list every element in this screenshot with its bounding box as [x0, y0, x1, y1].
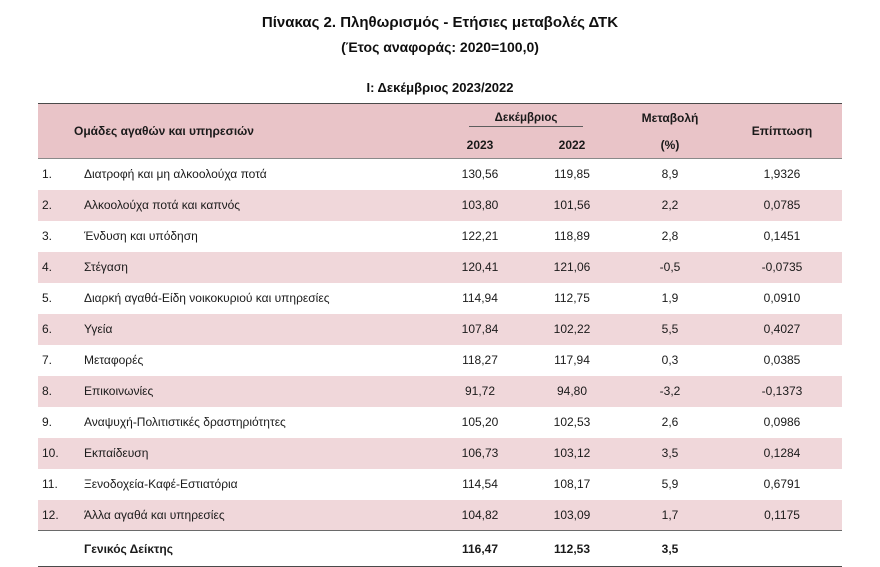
cell-2022: 102,22 — [553, 322, 591, 336]
table-body — [38, 159, 842, 567]
table-total-row — [38, 531, 842, 567]
table-row — [38, 190, 842, 221]
cell-2022: 102,53 — [553, 415, 591, 429]
cell-2023: 104,82 — [461, 507, 499, 522]
cell-group: Αλκοολούχα ποτά και καπνός — [84, 198, 241, 212]
header-impact: Επίπτωση — [722, 104, 842, 159]
cell-impact: 0,1451 — [763, 229, 801, 243]
cell-2022: 119,85 — [554, 167, 590, 182]
cell-2023: 103,80 — [461, 198, 499, 212]
cell-group: Μεταφορές — [84, 353, 144, 367]
header-group: Ομάδες αγαθών και υπηρεσιών — [74, 104, 434, 159]
section-label: Ι: Δεκέμβριος 2023/2022 — [366, 80, 514, 95]
table-row — [38, 283, 842, 314]
cell-2023: 105,20 — [461, 415, 499, 429]
table-row — [38, 376, 842, 407]
total-2023: 116,47 — [461, 541, 499, 556]
cell-number: 7. — [42, 353, 53, 367]
cell-number: 1. — [42, 167, 53, 182]
cell-change: 5,9 — [661, 477, 679, 491]
cell-group: Υγεία — [84, 322, 113, 336]
cell-impact: 0,0385 — [763, 353, 801, 367]
cell-change: 5,5 — [661, 322, 679, 336]
total-impact — [722, 531, 842, 567]
cell-group: Εκπαίδευση — [84, 446, 149, 460]
header-period — [434, 104, 618, 133]
cell-2022: 118,89 — [554, 229, 590, 243]
cell-number: 2. — [42, 198, 53, 212]
cell-impact: 0,0910 — [763, 291, 801, 305]
table-row — [38, 469, 842, 500]
cell-impact: 0,1175 — [764, 507, 800, 522]
cell-number: 10. — [42, 446, 59, 460]
total-number — [38, 531, 74, 567]
table-row — [38, 500, 842, 531]
cell-2023: 122,21 — [461, 229, 499, 243]
cell-group: Αναψυχή-Πολιτιστικές δραστηριότητες — [84, 415, 286, 429]
total-label: Γενικός Δείκτης — [84, 541, 173, 556]
header-change-unit: (%) — [618, 132, 722, 159]
cell-number: 4. — [42, 260, 53, 274]
cell-2022: 103,09 — [553, 507, 591, 522]
cell-2022: 121,06 — [553, 260, 591, 274]
title-block — [38, 0, 842, 58]
header-number — [38, 104, 74, 159]
cell-group: Στέγαση — [84, 260, 128, 274]
cell-change: 8,9 — [661, 167, 679, 182]
cell-2023: 118,27 — [462, 353, 498, 367]
cell-change: 2,2 — [661, 198, 679, 212]
cell-change: 2,8 — [661, 229, 679, 243]
cell-change: 1,7 — [661, 507, 679, 522]
total-change: 3,5 — [661, 541, 679, 556]
cell-2023: 114,94 — [462, 291, 498, 305]
header-change: Μεταβολή — [618, 104, 722, 133]
cell-2023: 106,73 — [461, 446, 499, 460]
table-head — [38, 104, 842, 159]
page-title: Πίνακας 2. Πληθωρισμός - Ετήσιες μεταβολές ΔΤΚ — [261, 14, 619, 31]
cell-group: Επικοινωνίες — [84, 384, 154, 398]
cell-group: Ξενοδοχεία-Καφέ-Εστιατόρια — [84, 477, 238, 491]
cell-change: 1,9 — [661, 291, 679, 305]
cell-group: Άλλα αγαθά και υπηρεσίες — [84, 507, 225, 522]
table-row — [38, 438, 842, 469]
table-row — [38, 407, 842, 438]
cell-2023: 107,84 — [461, 322, 499, 336]
header-period-label: Δεκέμβριος — [469, 112, 584, 127]
cell-impact: 0,1284 — [763, 446, 801, 460]
cell-number: 3. — [42, 229, 53, 243]
cell-impact: 0,0986 — [763, 415, 801, 429]
cell-impact: 0,4027 — [763, 322, 801, 336]
cell-change: -0,5 — [659, 260, 681, 274]
page-subtitle: (Έτος αναφοράς: 2020=100,0) — [341, 39, 539, 55]
cell-change: 2,6 — [661, 415, 679, 429]
header-year-2023: 2023 — [434, 132, 526, 159]
inflation-table — [38, 103, 842, 567]
table-row — [38, 252, 842, 283]
table-row — [38, 314, 842, 345]
cell-number: 12. — [42, 507, 59, 522]
cell-impact: 1,9326 — [763, 167, 801, 182]
cell-impact: -0,0735 — [761, 260, 803, 274]
table-row — [38, 221, 842, 252]
cell-2022: 103,12 — [553, 446, 591, 460]
cell-2022: 101,56 — [553, 198, 591, 212]
cell-2023: 114,54 — [462, 477, 498, 491]
total-2022: 112,53 — [553, 541, 591, 556]
cell-2022: 108,17 — [553, 477, 591, 491]
cell-number: 6. — [42, 322, 53, 336]
cell-impact: 0,6791 — [763, 477, 801, 491]
cell-number: 5. — [42, 291, 53, 305]
cell-number: 11. — [42, 477, 58, 491]
cell-number: 8. — [42, 384, 53, 398]
cell-2022: 117,94 — [554, 353, 590, 367]
cell-2022: 94,80 — [556, 384, 588, 398]
cell-group: Ένδυση και υπόδηση — [84, 229, 198, 243]
cell-group: Διατροφή και μη αλκοολούχα ποτά — [84, 167, 267, 182]
table-row — [38, 345, 842, 376]
cell-number: 9. — [42, 415, 53, 429]
cell-2023: 130,56 — [461, 167, 499, 182]
cell-impact: 0,0785 — [763, 198, 801, 212]
cell-2022: 112,75 — [554, 291, 590, 305]
cell-2023: 91,72 — [464, 384, 496, 398]
cell-impact: -0,1373 — [761, 384, 803, 398]
table-header-row-top — [38, 104, 842, 133]
cell-change: -3,2 — [659, 384, 681, 398]
cell-group: Διαρκή αγαθά-Είδη νοικοκυριού και υπηρεσίες — [84, 291, 330, 305]
table-container — [38, 103, 842, 567]
cell-2023: 120,41 — [461, 260, 499, 274]
table-row — [38, 159, 842, 190]
cell-change: 3,5 — [661, 446, 679, 460]
header-year-2022: 2022 — [526, 132, 618, 159]
cell-change: 0,3 — [661, 353, 679, 367]
